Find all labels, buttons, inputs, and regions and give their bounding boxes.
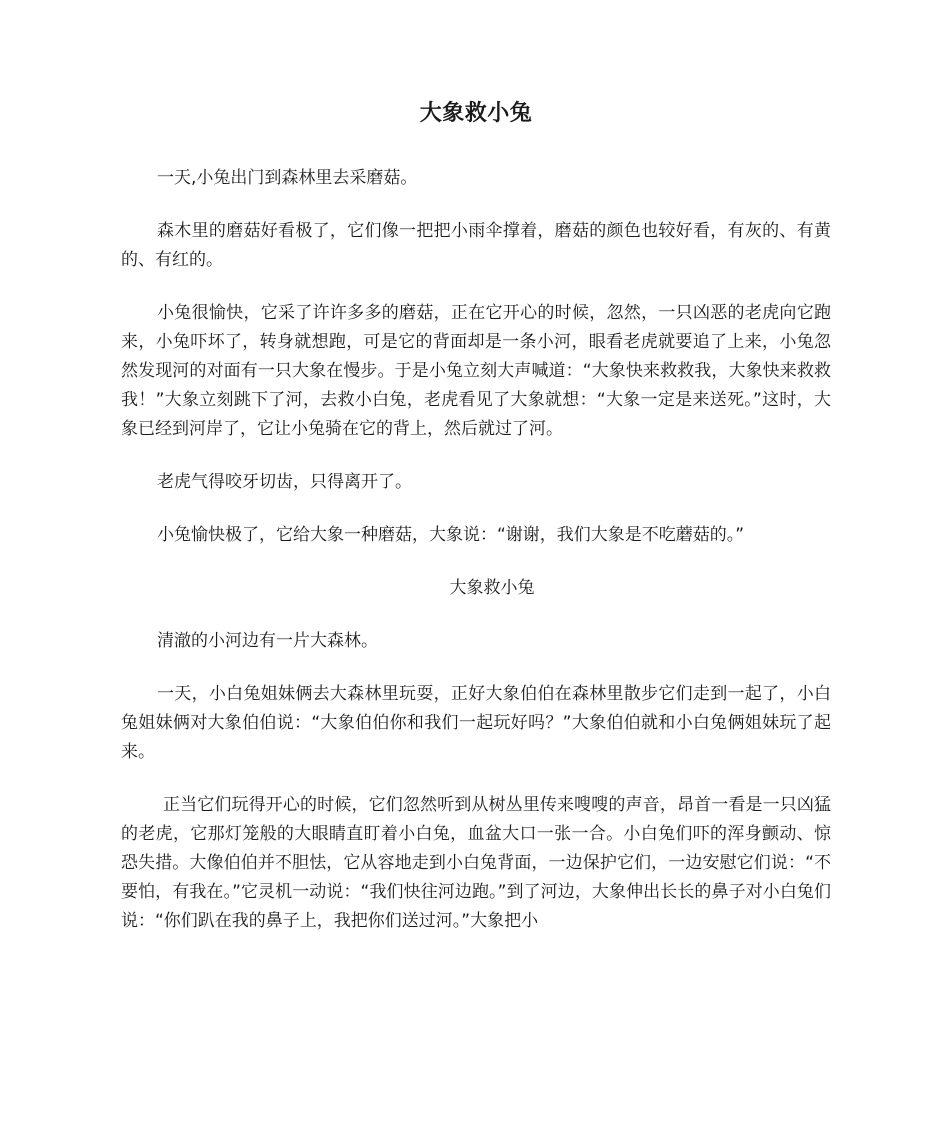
- paragraph: 森木里的磨菇好看极了，它们像一把把小雨伞撑着，磨菇的颜色也较好看，有灰的、有黄的、有红的。: [121, 221, 831, 270]
- paragraph: 小兔很愉快，它采了许许多多的磨菇，正在它开心的时候，忽然，一只凶恶的老虎向它跑来，小兔吓坏了，转身就想跑，可是它的背面却是一条小河，眼看老虎就要追了上来，小兔忽然发现河的对面有一只大象在慢步。于是小兔立刻大声喊道：“大象快来救救我，大象快来救救我！”大象立刻跳下了河，去救小白兔，老虎看见了大象就想：“大象一定是来送死。”这时，大象已经到河岸了，它让小兔骑在它的背上，然后就过了河。: [121, 303, 831, 439]
- paragraph: 小兔愉快极了，它给大象一种磨菇，大象说：“谢谢，我们大象是不吃蘑菇的。”: [157, 525, 745, 545]
- paragraph: 老虎气得咬牙切齿，只得离开了。: [157, 472, 412, 492]
- paragraph: 正当它们玩得开心的时候，它们忽然听到从树丛里传来嗖嗖的声音，昂首一看是一只凶猛的老虎，它那灯笼般的大眼睛直盯着小白兔，血盆大口一张一合。小白兔们吓的浑身颤动、惊恐失措。大像伯伯并不胆怯，它从容地走到小白兔背面，一边保护它们，一边安慰它们说：“不要怕，有我在。”它灵机一动说：“我们快往河边跑。”到了河边，大象伸出长长的鼻子对小白兔们说：“你们趴在我的鼻子上，我把你们送过河。”大象把小: [121, 795, 831, 931]
- section-subtitle: 大象救小兔: [449, 578, 535, 598]
- document-page: [121, 98, 831, 960]
- paragraph: 一天，小白兔姐妹俩去大森林里玩耍，正好大象伯伯在森林里散步它们走到一起了，小白兔姐妹俩对大象伯伯说：“大象伯伯你和我们一起玩好吗？”大象伯伯就和小白兔俩姐妹玩了起来。: [121, 684, 831, 762]
- paragraph: 一天,小兔出门到森林里去采磨菇。: [157, 168, 418, 188]
- document-title: 大象救小兔: [419, 101, 533, 126]
- paragraph: 清澈的小河边有一片大森林。: [157, 631, 378, 651]
